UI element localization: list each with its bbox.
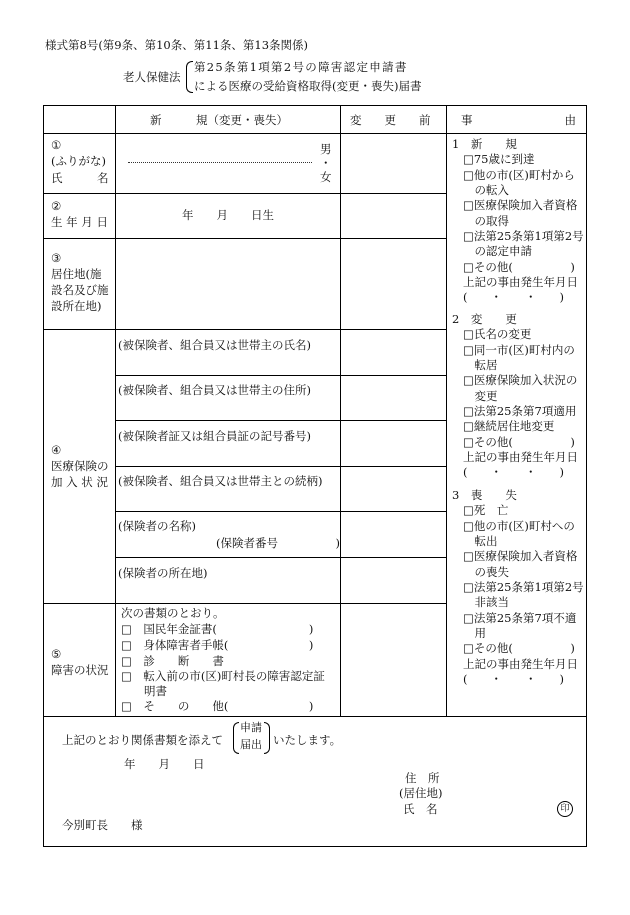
reason-change-date-field[interactable]: ( ・ ・ ): [463, 465, 564, 479]
reason-new-certification[interactable]: □法第25条第1項第2号: [463, 229, 584, 243]
reason-loss-insurance[interactable]: □医療保険加入者資格: [463, 549, 578, 563]
option-notify[interactable]: 届出: [240, 738, 262, 751]
law-name: 老人保健法: [123, 70, 181, 84]
reason-loss-heading: 3 喪 失: [452, 488, 517, 502]
disability-item-transfer[interactable]: □ 転入前の市(区)町村長の障害認定証: [121, 669, 325, 683]
row-line-table-end: [43, 716, 587, 717]
statement-pre: 上記のとおり関係書類を添えて: [62, 733, 223, 747]
reason-loss-not-applicable[interactable]: □法第25条第1項第2号: [463, 580, 584, 594]
reason-loss-other[interactable]: □その他( ): [463, 641, 575, 655]
disability-item-diagnosis[interactable]: □ 診 断 書: [121, 654, 224, 668]
row-line-ins-4: [115, 511, 446, 512]
insurance-card-number-field[interactable]: (被保険者証又は組合員証の記号番号): [118, 429, 311, 443]
reason-new-other[interactable]: □その他( ): [463, 260, 575, 274]
reason-new-insurance-acquired[interactable]: □医療保険加入者資格: [463, 198, 578, 212]
disability-intro: 次の書類のとおり。: [121, 606, 225, 620]
reason-loss-art25-7-cont: 用: [463, 626, 486, 640]
reason-change-heading: 2 変 更: [452, 312, 517, 326]
row-line-ins-end: [43, 603, 446, 604]
row-line-address: [43, 329, 446, 330]
birth-label: 生 年 月 日: [51, 215, 108, 229]
reason-loss-art25-7[interactable]: □法第25条第7項不適: [463, 611, 577, 625]
furigana-field[interactable]: [128, 162, 312, 163]
title-line-1: 第25条第1項第2号の障害認定申請書: [194, 60, 408, 74]
disability-number: ⑤: [51, 647, 62, 661]
form-number: 様式第8号(第9条、第10条、第11条、第13条関係): [45, 38, 309, 52]
reason-loss-insurance-cont: の喪失: [463, 565, 509, 579]
option-apply[interactable]: 申請: [240, 721, 262, 734]
head-new: 新 規（変更・喪失）: [150, 113, 288, 127]
reason-change-continued-residence[interactable]: □継続居住地変更: [463, 419, 555, 433]
name-field[interactable]: [128, 166, 312, 190]
head-reason: 事 由: [461, 113, 576, 127]
disability-label: 障害の状況: [51, 663, 109, 677]
addressee: 今別町長 様: [62, 818, 143, 832]
disability-item-pension[interactable]: □ 国民年金証書( ): [121, 622, 314, 636]
applicant-residence-label: (居住地): [399, 786, 443, 800]
sex-female[interactable]: 女: [320, 170, 332, 184]
address-label-2: 設名及び施: [51, 283, 109, 297]
reason-loss-date-field[interactable]: ( ・ ・ ): [463, 672, 564, 686]
row-line-birth: [43, 238, 446, 239]
seal-mark: 印: [557, 801, 573, 817]
insurer-number-field[interactable]: (保険者番号 ): [216, 536, 340, 550]
name-furigana-label: (ふりがな): [51, 154, 106, 168]
reason-change-date-label: 上記の事由発生年月日: [463, 450, 578, 464]
name-number: ①: [51, 138, 62, 152]
insured-relation-field[interactable]: (被保険者、組合員又は世帯主との続柄): [118, 474, 323, 488]
address-number: ③: [51, 251, 62, 265]
reason-change-insurance-cont: 変更: [463, 389, 498, 403]
reason-new-date-field[interactable]: ( ・ ・ ): [463, 290, 564, 304]
applicant-address-label: 住 所: [405, 771, 440, 785]
row-line-name: [43, 193, 446, 194]
birth-value[interactable]: 年 月 日生: [182, 208, 274, 222]
reason-change-other[interactable]: □その他( ): [463, 435, 575, 449]
reason-new-date-label: 上記の事由発生年月日: [463, 275, 578, 289]
reason-new-heading: 1 新 規: [452, 137, 517, 151]
address-field[interactable]: [118, 241, 338, 326]
submission-date[interactable]: 年 月 日: [124, 757, 205, 771]
sex-separator: ・: [320, 156, 332, 170]
head-before: 変 更 前: [350, 113, 431, 127]
row-line-ins-1: [115, 375, 446, 376]
birth-number: ②: [51, 199, 62, 213]
row-line-ins-5: [115, 557, 446, 558]
insurance-number: ④: [51, 443, 62, 457]
insurer-address-field[interactable]: (保険者の所在地): [118, 566, 208, 580]
insurer-name-field[interactable]: (保険者の名称): [118, 519, 196, 533]
reason-loss-not-applicable-cont: 非該当: [463, 595, 509, 609]
reason-new-certification-cont: の認定申請: [463, 244, 532, 258]
reason-change-name[interactable]: □氏名の変更: [463, 327, 532, 341]
reason-loss-date-label: 上記の事由発生年月日: [463, 657, 578, 671]
insured-name-field[interactable]: (被保険者、組合員又は世帯主の氏名): [118, 338, 311, 352]
address-label-3: 設所在地): [51, 299, 102, 313]
reason-new-transfer-in-cont: の転入: [463, 183, 509, 197]
reason-change-insurance[interactable]: □医療保険加入状況の: [463, 373, 578, 387]
disability-item-transfer-cont: 明書: [121, 684, 167, 698]
reason-loss-death[interactable]: □死 亡: [463, 503, 509, 517]
row-line-head: [43, 133, 587, 134]
col-divider-reason: [446, 105, 447, 716]
reason-new-insurance-acquired-cont: の取得: [463, 214, 509, 228]
reason-loss-transfer-out-cont: 転出: [463, 534, 498, 548]
sex-male[interactable]: 男: [320, 142, 332, 156]
name-label: 氏 名: [51, 171, 109, 185]
reason-loss-transfer-out[interactable]: □他の市(区)町村への: [463, 519, 575, 533]
applicant-name-label: 氏 名: [403, 802, 438, 816]
col-divider-label: [115, 105, 116, 716]
title-brace: [186, 61, 193, 93]
insured-address-field[interactable]: (被保険者、組合員又は世帯主の住所): [118, 383, 311, 397]
reason-change-art25-7[interactable]: □法第25条第7項適用: [463, 404, 577, 418]
option-brace-left: [233, 722, 239, 754]
reason-new-transfer-in[interactable]: □他の市(区)町村から: [463, 168, 575, 182]
reason-change-move-cont: 転居: [463, 358, 498, 372]
insurance-label-1: 医療保険の: [51, 459, 109, 473]
row-line-ins-3: [115, 466, 446, 467]
col-divider-before: [340, 105, 341, 716]
insurance-label-2: 加 入 状 況: [51, 475, 108, 489]
disability-item-handbook[interactable]: □ 身体障害者手帳( ): [121, 638, 314, 652]
statement-post: いたします。: [273, 733, 342, 747]
row-line-ins-2: [115, 420, 446, 421]
title-line-2: による医療の受給資格取得(変更・喪失)届書: [194, 79, 422, 93]
option-brace-right: [264, 722, 270, 754]
reason-change-move[interactable]: □同一市(区)町村内の: [463, 343, 575, 357]
disability-item-other[interactable]: □ そ の 他( ): [121, 699, 314, 713]
address-label-1: 居住地(施: [51, 267, 102, 281]
reason-new-age75[interactable]: □75歳に到達: [463, 152, 535, 166]
